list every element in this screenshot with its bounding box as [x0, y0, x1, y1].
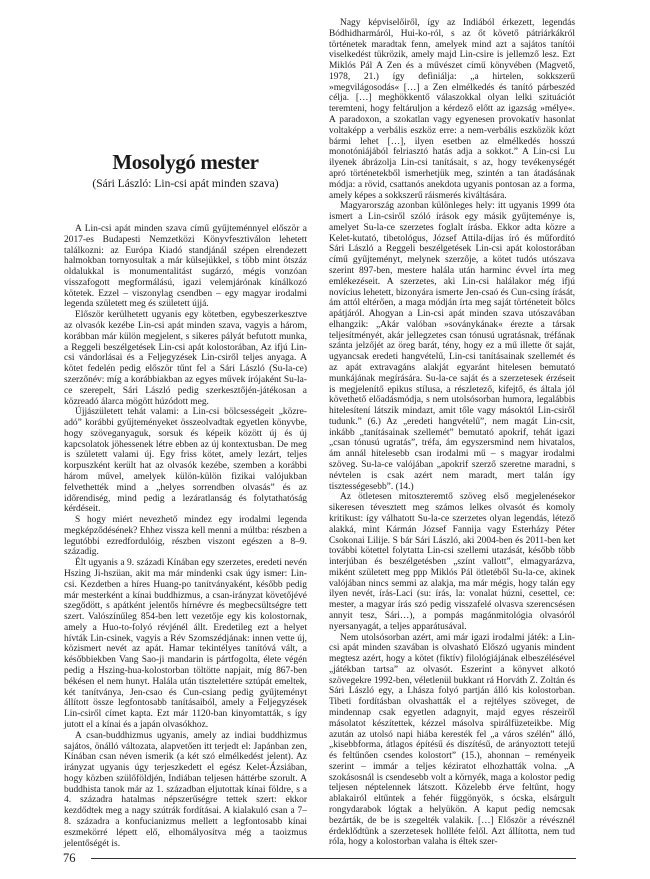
- paragraph: Először kerülhetett ugyanis egy kötetben, egybeszerkesztve az olvasók kezébe Lin-csi apát minden szava, vagyis a három, korábban már külön megjelent, s sikeres pályát befutott munka, a Reggeli beszélgetések Lin-csi apát kolostorában, Az ifjú Lin-csi vándorlásai és a Feljegyzések Lin-csiről teljes anyaga. A kötet fedelén pedig először tűnt fel a Sári László (Su-la-ce) szerzőnév: míg a korábbiakban az egyes művek írójaként Su-la-ce szerepelt, Sári László pedig szerkesztőjén-játékosan a közreadó álarca mögött húzódott meg.: [64, 310, 307, 407]
- right-column: [329, 0, 575, 848]
- left-column: [64, 0, 307, 849]
- paragraph: Élt ugyanis a 9. századi Kínában egy szerzetes, eredeti nevén Hszing Ji-hszüan, akit ma már mindenki csak úgy ismer: Lin-csi. Kezdetben a híres Huang-po tanítványaként, később pedig már mesterként a kínai buddhizmus, a csan-irányzat követőjévé szegődött, s apátként jelentős hírnévre és megbecsültségre tett szert. Valószínűleg 854-ben lett vezetője egy kis kolostornak, amely a Huo-to-folyó révjénél állt. Eredetileg ezt a helyet hívták Lin-csinek, vagyis a Rév Szomszédjának: innen vette új, közismert nevét az apát. Hamar tekintélyes tanítóvá vált, a későbbiekben Vang Sao-ji mandarin is pártfogolta, élete végén pedig a Hszing-hua-kolostorban töltötte napjait, míg 867-ben békésen el nem hunyt. Halála után tisztelettére sztúpát emeltek, két tanítványa, Jen-csao és Cun-csiang pedig gyűjteményt állított össze legfontosabb tanításaiból, amely a Feljegyzések Lin-csiről címet kapta. Ezt már 1120-ban kinyomtatták, s így jutott el a kínai és a japán olvasókhoz.: [64, 558, 307, 730]
- paragraph: Magyarország azonban különleges hely: itt ugyanis 1999 óta ismert a Lin-csiről szóló írások egy másik gyűjteménye is, amelyet Su-la-ce szerzetes foglalt írásba. Ekkor adta közre a Kelet-kutató, tibetológus, József Attila-díjas író és műfordító Sári László a Reggeli beszélgetések Lin-csi apát kolostorában című gyűjteményt, melynek szerzője, a kötet tudós utószava szerint 897-ben, mestere halála után harminc évvel írta meg emlékezéseit. A szerzetes, aki Lin-csi halálakor még ifjú novícius lehetett, bizonyára ismerte Jen-csaó és Cun-csing írását, ám attól eltérően, a maga módján írta meg saját történeteit bölcs apátjáról. Ahogyan a Lin-csi apát minden szava utószavában elhangzik: „Akár valóban »soványkának« érezte a társak teljesítményét, akár jellegzetes csan tónusú ugratásnak, tréfának szánta jelzőjét az öreg barát, tény, hogy ez a mű illette őt saját, ugyancsak eredeti hangvételű, Lin-csi tanításainak szellemét és az apát extravagáns alakját egyaránt hitelesen bemutató munkájának megírására. Su-la-ce saját és a szerzetesek érzéseit is megjelenítő epikus stílusa, a részletező, kifejtő, és általa jól követhető előadásmódja, s nem utolsósorban humora, legalábbis hitelesítení látszik mindazt, amit tőle vagy másoktól Lin-csiről tudunk.” (6.) Az „eredeti hangvételű”, nem magát Lin-csit, inkább „tanításainak szellemét” bemutató apokrif, tehát igazi „csan tónusú ugratás”, tréfa, ám egyszersmind nem hivatalos, ám annál hitelesebb csan irodalmi mű – s magyar irodalmi szöveg. Su-la-ce valójában „apokrif szerző szeretne maradni, s névtelen is csak azért nem maradt, mert talán így tisztességesebb”. (14.): [329, 201, 575, 492]
- paragraph: Az ötletesen mitoszteremtő szöveg első megjelenésekor sikeresen tévesztett meg számos lelkes olvasót és komoly kritikust: így válhatott Su-la-ce szerzetes olyan legendás, létező alakká, mint Kármán József Fannija vagy Esterházy Péter Csokonai Lilije. S bár Sári László, aki 2004-ben és 2011-ben ket további kötettel folytatta Lin-csi szellemi utazását, később több interjúban és beszélgetésben „színt vallott”, elmagyarázva, miként született meg ppp Miklós Pál ötletéből Su-la-ce, akinek valójában nincs semmi az alakja, ma már mégis, hogy talán egy ilyen nevét, írás-Laci (su: írás, la: vonalat húzni, cesettel, ce: mester, a magyar írás szó pedig visszafelé olvasva szerencsésen annyit tesz, Sári…), a pompás magánmitológia olvasóról nyersanyagát, a teljes apparátusával.: [329, 492, 575, 632]
- footer-rule: [91, 858, 576, 859]
- paragraph: S hogy miért nevezhető mindez egy irodalmi legenda megképződésének? Ehhez vissza kell menni a múltba: részben a legutóbbi ezredfordulóig, részben viszont egészen a 8–9. századig.: [64, 515, 307, 558]
- page-number: 76: [63, 851, 76, 865]
- article-subtitle: (Sári László: Lin-csi apát minden szava): [92, 178, 279, 190]
- paragraph: A Lin-csi apát minden szava című gyűjteménnyel először a 2017-es Budapesti Nemzetközi Könyvfesztiválon lehetett találkozni: az Európa Kiadó standjánál szépen elrendezett halmokban tornyosultak a már külsejükkel, s több mint ötszáz oldalukkal is monumentalitást sugárzó, mégis vonzóan visszafogott megformálású, igazi velemjárónak kínálkozó kötetek. Ezzel – viszonylag csendben – egy magyar irodalmi legenda született meg és született újjá.: [64, 224, 307, 310]
- article-title: Mosolygó mester: [112, 150, 259, 174]
- paragraph: Nagy képviselőiről, így az Indiából érkezett, legendás Bódhidharmáról, Hui-ko-ról, s az őt követő pátriárkákról történetek maradtak fenn, amelyek mind azt a sajátos tanítói viselkedést tükrözik, amely majd Lin-csire is jellemző lesz. Ezt Miklós Pál A Zen és a művészet című könyvében (Magvető, 1978, 21.) így definiálja: „a hirtelen, sokkszerű »megvilágosodás« […] a Zen elmélkedés és tanító párbeszéd célja. […] meghökkentő válaszokkal olyan lelki szituációt teremteni, hogy feltáruljon a kérdező előtt az igazság »mélye«. A paradoxon, a szokatlan vagy egyenesen provokatív hasonlat voltaképp a verbális eszköz erre: a nem-verbális eszközök közt bármi lehet […], ilyen esetben az elmélkedés hosszú monotóniájából felriasztó hatás adja a sokkot.” A Lin-csi Lu ilyenek ábrázolja Lin-csi tanításait, s az, hogy tevékenységét apró történetekből ismerhetjük meg, szintén a tan átadásának módja: a rövid, csattanós anekdota ugyanis pontosan az a forma, amely képes a sokkszerű ráismerés kiváltására.: [329, 18, 575, 201]
- paragraph: A csan-buddhizmus ugyanis, amely az indiai buddhizmus sajátos, önálló változata, alapvetően itt terjedt el: Japánban zen, Kínában csan néven ismerik (a két szó elmélkedést jelent). Az irányzat ugyanis úgy terjeszkedett el egész Kelet-Ázsiában, hogy közben szülőföldjén, Indiában teljesen háttérbe szorult. A buddhista tanok már az 1. században eljutottak kínai földre, s a 4. századra hatalmas népszerűségre tettek szert: ekkor kezdődtek meg a nagy szútrák fordításai. A kialakuló csan a 7–8. századra a konfucianizmus mellett a legfontosabb kínai eszmekörré lépett elő, elhomályosítva még a taoizmus jelentőségét is.: [64, 730, 307, 849]
- paragraph: Nem utolsósorban azért, ami már igazi irodalmi játék: a Lin-csi apát minden szavában is olvasható Előszó ugyanis mindent megtesz azért, hogy a kötet (fiktív) filológiájának elbeszélésével „játékban tartsa” az olvasót. Eszerint a könyvet alkotó szövegekre 1992-ben, véletlenül bukkant rá Horváth Z. Zoltán és Sári László egy, a Lhásza folyó partján álló kis kolostorban. Tibeti fordításban olvashatták el a rejtélyes szöveget, de mindennap csak egyetlen adagnyit, majd egyes részeiről másolatot készítettek, kézzel másolva spirálfüzeteikbe. Míg azután az utolsó napi hiába keresték fel „a város szélén” álló, „kisebbforma, átlagos építésű és díszítésű, de arányoztott tetejű és feltűnően csendes kolostort” (15.), ahonnan – reményeik szerint – immár a teljes kéziratot elhozhatták volna. „A szokásosnál is csendesebb volt a környék, maga a kolostor pedig teljesen néptelennek látszott. Közelebb érve feltűnt, hogy ablakairól eltűntek a fehér függönyök, s ócska, elsárgult rongydarabok lógtak a helyükön. A kaput pedig nemcsak bezárták, de be is szegelték valakik. […] Először a révésznél érdeklődtünk a szerzetesek hollléte felől. Azt állította, nem tud róla, hogy a kolostorban valaha is éltek szer-: [329, 632, 575, 848]
- paragraph: Újjászületett tehát valami: a Lin-csi bölcsességeit „közre-adó” korábbi gyűjteményeket összeolvadtak egyetlen könyvbe, hogy szöveganyaguk, sorsuk és képeik között új és új kapcsolatok jöhessenek létre ebben az új kontextusban. De meg is született valami új. Egy friss kötet, amely lezárt, teljes korpuszként került hat az olvasók kezébe, szemben a korábbi három művel, amelyek külön-külön fizikai valójukban felvethették mind a „helyes sorrendben olvasás” és az időrendiség, mind pedig a lezáratlanság és folytathatóság kérdéseit.: [64, 407, 307, 515]
